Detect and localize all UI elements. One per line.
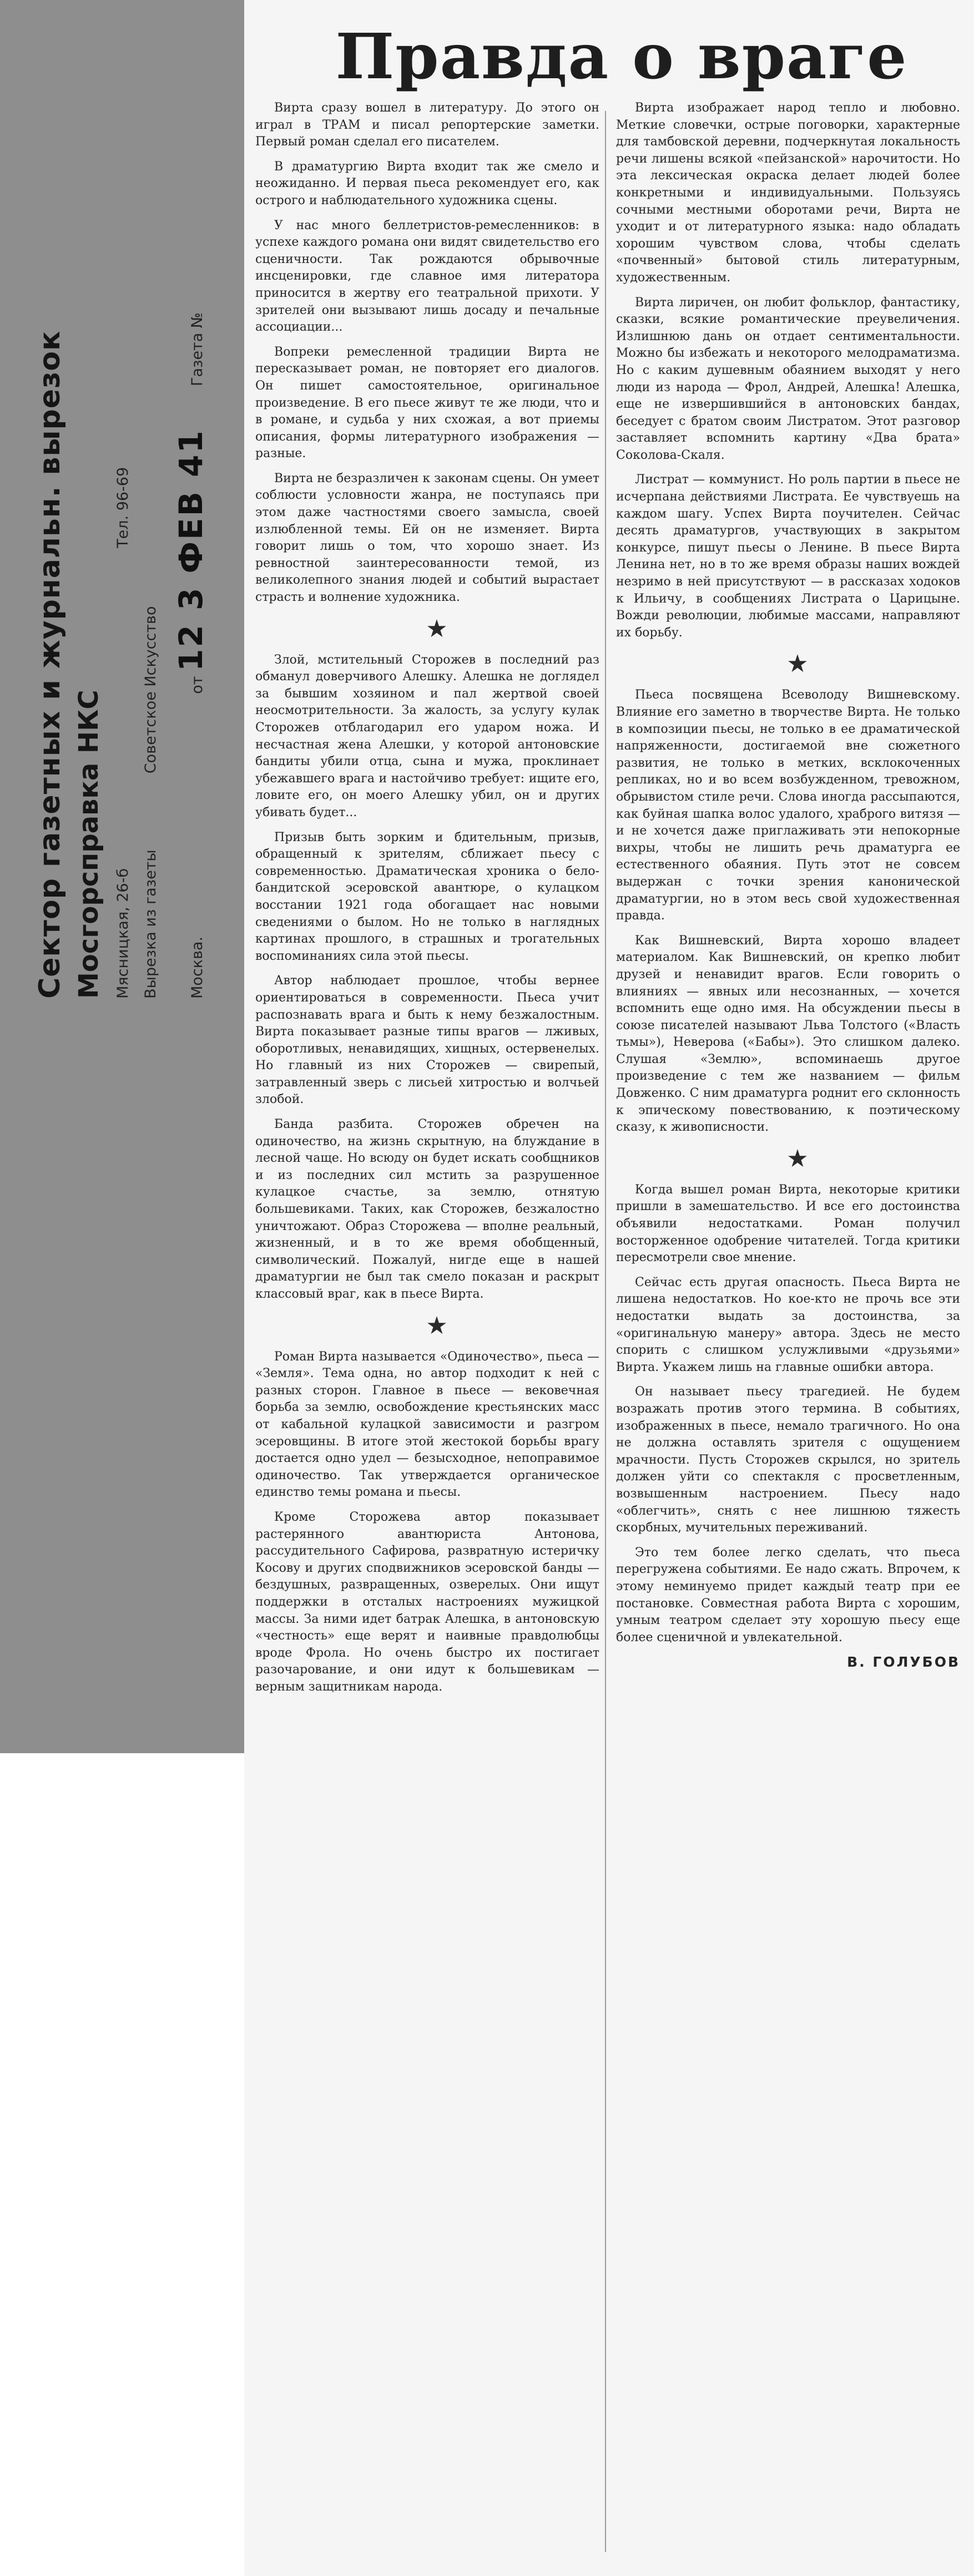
section-star-divider: ★ <box>786 650 809 679</box>
author-byline: В. ГОЛУБОВ <box>847 1654 960 1671</box>
article-paragraph: Вирта лиричен, он любит фольклор, фантастику, сказки, всякие романтические преувеличения. Излишнюю дань он отдает сентиментальности. Можно бы избежать и некоторого мелодраматизма. Но с каким душевным обаянием выходят у него люди из народа — Фрол, Андрей, Алешка! Алешка, еще не извершившийся в антоновских бандах, беседует с братом своим Листратом. Этот разговор заставляет вспомнить картину «Два брата» Соколова-Скаля. <box>616 295 960 462</box>
article-title: Правда о враге <box>335 21 908 93</box>
section-star-divider: ★ <box>426 1311 448 1340</box>
article-paragraph: Когда вышел роман Вирта, некоторые критики пришли в замешательство. И все его достоинства объявили недостатками. Роман получил восторженное одобрение читателей. Тогда критики пересмотрели свое мнение. <box>616 1182 960 1265</box>
stamp-address: Мясницкая, 26-б <box>114 868 132 999</box>
article-paragraph: Это тем более легко сделать, что пьеса перегружена событиями. Ее надо сжать. Впрочем, к этому неминуемо придет каждый театр при ее постановке. Совместная работа Вирта с хорошим, умным театром сделает эту хорошую пьесу еще более сценичной и увлекательной. <box>616 1545 960 1644</box>
archive-stamp <box>28 222 211 999</box>
article-paragraph: Пьеса посвящена Всеволоду Вишневскому. Влияние его заметно в творчестве Вирта. Не только в композиции пьесы, не только в ее драматической напряженности, достигаемой вне сюжетного развития, не только в метких, всклокоченных репликах, но и во всем возбужденном, тревожном, обрывистом стиле речи. Слова иногда рассыпаются, как буйная шапка волос удалого, храброго витязя — и не хочется даже приглаживать эти непокорные вихры, чтобы не лишить речь драматурга ее естественного обаяния. Путь этот не совсем выдержан с точки зрения канонической драматургии, но в этом весь свой художественная правда. <box>616 688 960 923</box>
article-paragraph: Роман Вирта называется «Одиночество», пьеса — «Земля». Тема одна, но автор подходит к ней с разных сторон. Главное в пьесе — вековечная борьба за землю, освобождение крестьянских масс от кабальной кулацкой зависимости и разгром эсеровщины. В итоге этой жестокой борьбы врагу достается одно удел — безысходное, непоправимое одиночество. Так утверждается органическое единство темы романа и пьесы. <box>255 1349 599 1500</box>
article-paragraph: В драматургию Вирта входит так же смело и неожиданно. И первая пьеса рекомендует его, как острого и наблюдательного художника сцены. <box>255 159 599 208</box>
stamp-date-line <box>172 312 210 999</box>
article-paragraph: Злой, мстительный Сторожев в последний раз обманул доверчивого Алешку. Алешка не доглядел за бывшим хозяином и пал жертвой своей неосмотрительности. За жалость, за услугу кулак Сторожев отблагодарил его ударом ножа. И несчастная жена Алешки, у которой антоновские бандиты убили отца, сына и мужа, проклинает убежавшего врага и настойчиво требует: ищите его, ловите его, он моего Алешку убил, он и других убивать будет... <box>255 652 599 819</box>
stamp-cut-label: Вырезка из газеты <box>142 849 159 999</box>
stamp-from-label: от <box>189 676 206 694</box>
column-divider <box>605 111 606 2552</box>
article-paragraph: Как Вишневский, Вирта хорошо владеет материалом. Как Вишневский, он крепко любит друзей и ненавидит врагов. Если говорить о влияниях — явных или несознанных, — хочется вспомнить еще одно имя. На обсуждении пьесы в союзе писателей называют Льва Толстого («Власть тьмы»), Неверова («Бабы»). Это слишком далеко. Слушая «Землю», вспоминаешь другое произведение с тем же названием — фильм Довженко. С ним драматурга роднит его склонность к эпическому повествованию, к поэтическому сказу, к живописности. <box>616 933 960 1135</box>
stamp-issue-label: Газета № <box>189 312 206 387</box>
article-paragraph: Вирта сразу вошел в литературу. До этого он играл в ТРАМ и писал репортерские заметки. Первый роман сделал его писателем. <box>255 101 599 149</box>
stamp-source-line <box>142 606 159 999</box>
article-paragraph: Он называет пьесу трагедией. Не будем возражать против этого термина. В событиях, изображенных в пьесе, немало трагичного. Но она не должна оставлять зрителя с ощущением мрачности. Пусть Сторожев скрылся, но зритель должен уйти со спектакля с просветленным, возвышенным настроением. Пьесу надо «облегчить», снять с нее лишнюю тяжесть скорбных, мучительных переживаний. <box>616 1385 960 1535</box>
article-paragraph: Вопреки ремесленной традиции Вирта не пересказывает роман, не повторяет его диалогов. Он пишет самостоятельное, оригинальное произведение. В его пьесе живут те же люди, что и в романе, и судьба у них схожая, а вот приемы описания, формы литературного изображения — разные. <box>255 345 599 461</box>
section-star-divider: ★ <box>426 614 448 643</box>
stamp-date: 12 3 ФЕВ 41 <box>172 429 210 671</box>
article-paragraph: Призыв быть зорким и бдительным, призыв, обращенный к зрителям, сближает пьесу с современностью. Драматическая хроника о бело-бандитской эсеровской авантюре, о кулацком восстании 1921 года обогащает нас новыми сведениями о былом. Но не только в наглядных картинах прошлого, в страшных и трогательных воспоминаниях сила этой пьесы. <box>255 830 599 963</box>
stamp-newspaper: Советское Искусство <box>142 606 159 774</box>
article-paragraph: Листрат — коммунист. Но роль партии в пьесе не исчерпана действиями Листрата. Ее чувствуешь на каждом шагу. Успех Вирта поучителен. Сейчас десять драматургов, участвующих в закрытом конкурсе, пишут пьесы о Ленине. В пьесе Вирта Ленина нет, но в то же время образы наших вождей незримо в ней присутствуют — в рассказах ходоков к Ильичу, в сообщениях Листрата о Царицыне. Вожди революции, любимые массами, направляют их борьбу. <box>616 473 960 640</box>
article-paragraph: Банда разбита. Сторожев обречен на одиночество, на жизнь скрытную, на блуждание в лесной чаще. Но всюду он будет искать сообщников и из последних сил мстить за разрушенное кулацкое счастье, за землю, отнятую большевиками. Таких, как Сторожев, безжалостно уничтожают. Образ Сторожева — вполне реальный, жизненный, и в то же время обобщенный, символический. Пожалуй, нигде еще в нашей драматургии не был так смело показан и раскрыт классовый враг, как в пьесе Вирта. <box>255 1117 599 1301</box>
stamp-phone: Тел. 96-69 <box>114 467 132 548</box>
backing-sheet-lower <box>0 1753 244 2576</box>
article-paragraph: Вирта не безразличен к законам сцены. Он умеет соблюсти условности жанра, не поступаясь при этом даже частностями своего замысла, своей излюбленной темы. Ей он не изменяет. Вирта говорит лишь о том, что хорошо знает. Из ревностной заинтересованности темой, из великолепного знания людей и событий вырастает страсть и волнение художника. <box>255 471 599 605</box>
stamp-organization: Сектор газетных и журнальн. вырезок <box>33 330 67 999</box>
stamp-address-line <box>114 467 132 999</box>
article-paragraph: Вирта изображает народ тепло и любовно. Меткие словечки, острые поговорки, характерные для тамбовской деревни, подчеркнутая локальность речи лишены всякой «пейзанской» нарочитости. Но эта лексическая окраска делает людей более конкретными и индивидуальными. Пользуясь сочными местными оборотами речи, Вирта не уходит и от литературного языка: надо обладать хорошим чувством слова, чтобы сделать «почвенный» бытовой стиль литературным, художественным. <box>616 101 960 285</box>
stamp-city: Москва. <box>189 936 206 999</box>
column-right <box>616 100 960 2535</box>
stamp-name: Мосгорсправка НКС <box>73 690 104 999</box>
article-paragraph: Кроме Сторожева автор показывает растерянного авантюриста Антонова, рассудительного Сафирова, развратную истеричку Косову и других сподвижников эсеровской банды — бездушных, развращенных, озверелых. Они ищут поддержки в отсталых настроениях мужицкой массы. За ними идет батрак Алешка, в антоновскую «честность» еще верят и наивные правдолюбцы вроде Фрола. Но очень быстро их постигает разочарование, и они идут к большевикам — верным защитникам народа. <box>255 1510 599 1694</box>
article-paragraph: Автор наблюдает прошлое, чтобы вернее ориентироваться в современности. Пьеса учит распознавать врага и быть к нему безжалостным. Вирта показывает разные типы врагов — лживых, оборотливых, ненавидящих, хищных, остервенелых. Но главный из них Сторожев — свирепый, затравленный зверь с лисьей хитростью и волчьей злобой. <box>255 974 599 1107</box>
column-left <box>255 100 599 2535</box>
section-star-divider: ★ <box>786 1144 809 1173</box>
article-paragraph: У нас много беллетристов-ремесленников: в успехе каждого романа они видят свидетельство его сценичности. Так рождаются обрывочные инсценировки, где славное имя литератора приносится в жертву его театральной прихоти. У зрителей они вызывают лишь досаду и печальные ассоциации... <box>255 218 599 335</box>
article-paragraph: Сейчас есть другая опасность. Пьеса Вирта не лишена недостатков. Но кое-кто не прочь все эти недостатки выдать за достоинства, за «оригинальную манеру» автора. Здесь не место спорить с слишком услужливыми «друзьями» Вирта. Укажем лишь на главные ошибки автора. <box>616 1275 960 1374</box>
